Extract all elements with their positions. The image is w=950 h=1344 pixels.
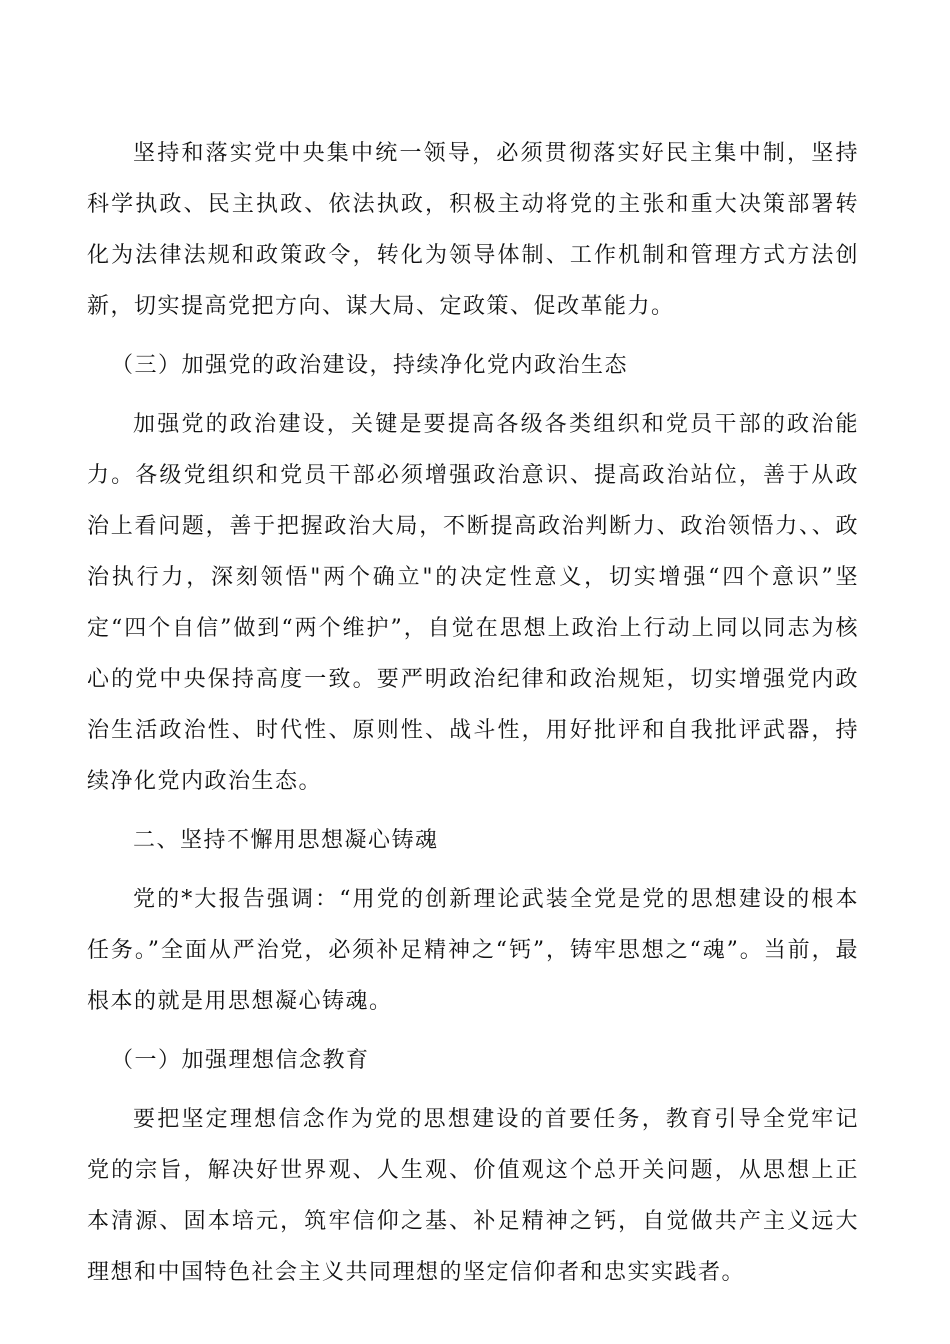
paragraph-report-quote: 党的*大报告强调：“用党的创新理论武装全党是党的思想建设的根本任务。”全面从严治党，必须补足精神之“钙”，铸牢思想之“魂”。当前，最根本的就是用思想凝心铸魂。	[87, 887, 859, 1014]
document-body	[87, 128, 859, 1306]
section-heading-ideology: 二、坚持不懈用思想凝心铸魂	[133, 828, 439, 853]
section-heading-political-building: （三）加强党的政治建设，持续净化党内政治生态	[111, 353, 629, 378]
paragraph-ideals-beliefs: 要把坚定理想信念作为党的思想建设的首要任务，教育引导全党牢记党的宗旨，解决好世界观、人生观、价值观这个总开关问题，从思想上正本清源、固本培元，筑牢信仰之基、补足精神之钙，自觉做共产主义远大理想和中国特色社会主义共同理想的坚定信仰者和忠实实践者。	[87, 1107, 859, 1285]
section-heading-ideals-education: （一）加强理想信念教育	[111, 1048, 370, 1073]
paragraph-political-ability: 加强党的政治建设，关键是要提高各级各类组织和党员干部的政治能力。各级党组织和党员干部必须增强政治意识、提高政治站位，善于从政治上看问题，善于把握政治大局，不断提高政治判断力、政治领悟力、、政治执行力，深刻领悟"两个确立"的决定性意义，切实增强“四个意识”坚定“四个自信”做到“两个维护”，自觉在思想上政治上行动上同以同志为核心的党中央保持高度一致。要严明政治纪律和政治规矩，切实增强党内政治生活政治性、时代性、原则性、战斗性，用好批评和自我批评武器，持续净化党内政治生态。	[87, 412, 859, 794]
paragraph-leadership: 坚持和落实党中央集中统一领导，必须贯彻落实好民主集中制，坚持科学执政、民主执政、依法执政，积极主动将党的主张和重大决策部署转化为法律法规和政策政令，转化为领导体制、工作机制和管理方式方法创新，切实提高党把方向、谋大局、定政策、促改革能力。	[87, 141, 859, 319]
